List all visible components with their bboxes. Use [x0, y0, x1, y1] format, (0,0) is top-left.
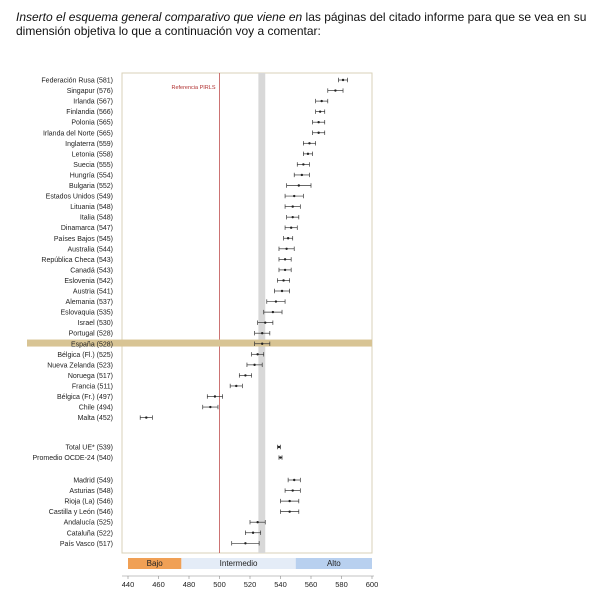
row-label: Total UE* (539): [65, 444, 113, 452]
mean-point: [319, 110, 321, 112]
mean-point: [317, 132, 319, 134]
row-label: Irlanda del Norte (565): [42, 130, 113, 138]
mean-point: [261, 332, 263, 334]
mean-point: [307, 153, 309, 155]
row-label: Finlandia (566): [66, 109, 113, 117]
row-label: Israel (530): [77, 320, 113, 328]
row-label: Alemania (537): [65, 299, 113, 307]
mean-point: [317, 121, 319, 123]
mean-point: [292, 205, 294, 207]
mean-point: [292, 489, 294, 491]
mean-point: [235, 385, 237, 387]
mean-point: [287, 237, 289, 239]
mean-point: [284, 258, 286, 260]
band-label-bajo: Bajo: [146, 559, 163, 568]
mean-point: [256, 353, 258, 355]
reference-label: Referencia PIRLS: [171, 85, 216, 91]
mean-point: [292, 216, 294, 218]
row-label: Eslovaquia (535): [60, 309, 113, 317]
intro-italic: Inserto el esquema general comparativo que viene en: [16, 10, 303, 24]
mean-point: [279, 456, 281, 458]
row-label: España (528): [70, 341, 113, 349]
row-label: Federación Rusa (581): [41, 77, 113, 85]
row-label: Portugal (528): [68, 330, 113, 338]
row-label: Polonia (565): [71, 119, 113, 127]
row-label: Países Bajos (545): [53, 235, 113, 243]
mean-point: [302, 163, 304, 165]
x-tick-label: 440: [121, 580, 135, 589]
row-label: Noruega (517): [67, 372, 113, 380]
row-label: País Vasco (517): [59, 540, 113, 548]
x-tick-label: 500: [213, 580, 226, 589]
mean-point: [293, 195, 295, 197]
x-tick-label: 540: [274, 580, 287, 589]
row-label: Hungría (554): [69, 172, 113, 180]
mean-point: [244, 374, 246, 376]
mean-point: [275, 300, 277, 302]
mean-point: [278, 446, 280, 448]
row-label: Irlanda (567): [73, 98, 113, 106]
mean-point: [282, 279, 284, 281]
row-label: Chile (494): [78, 404, 113, 412]
row-label: Dinamarca (547): [60, 225, 113, 233]
row-label: Francia (511): [71, 383, 113, 391]
mean-point: [290, 227, 292, 229]
mean-point: [298, 184, 300, 186]
intro-rest: las páginas del citado informe para que se vea en su dimensión objetiva lo que a continuación voy a comentar:: [16, 10, 587, 38]
row-label: Austria (541): [72, 288, 113, 296]
mean-point: [261, 343, 263, 345]
row-label: Madrid (549): [73, 477, 113, 485]
row-label: Italia (548): [79, 214, 113, 222]
mean-point: [256, 521, 258, 523]
mean-point: [272, 311, 274, 313]
plot-frame: [122, 73, 372, 553]
row-label: Bélgica (Fl.) (525): [57, 351, 113, 359]
row-label: Nueva Zelanda (523): [47, 362, 113, 370]
band-label-alto: Alto: [326, 559, 341, 568]
row-label: Promedio OCDE-24 (540): [32, 455, 113, 463]
mean-point: [320, 100, 322, 102]
mean-point: [281, 290, 283, 292]
mean-point: [209, 406, 211, 408]
mean-point: [308, 142, 310, 144]
row-label: Inglaterra (559): [65, 140, 113, 148]
x-tick-label: 560: [304, 580, 318, 589]
x-tick-label: 600: [365, 580, 379, 589]
mean-point: [293, 479, 295, 481]
row-label: Andalucía (525): [63, 519, 113, 527]
row-label: Castilla y León (546): [48, 509, 113, 517]
row-label: Lituania (548): [70, 204, 113, 212]
x-tick-label: 480: [182, 580, 196, 589]
mean-point: [264, 321, 266, 323]
mean-point: [284, 269, 286, 271]
row-label: Eslovenia (542): [64, 277, 113, 285]
mean-point: [244, 542, 246, 544]
mean-point: [285, 248, 287, 250]
x-tick-label: 580: [335, 580, 348, 589]
mean-point: [342, 79, 344, 81]
row-label: Letonia (558): [71, 151, 113, 159]
row-label: Australia (544): [67, 246, 113, 254]
row-label: Canadá (543): [70, 267, 113, 275]
row-label: Suecia (555): [73, 161, 113, 169]
row-label: Estados Unidos (549): [45, 193, 113, 201]
mean-point: [253, 364, 255, 366]
mean-point: [145, 416, 147, 418]
mean-point: [288, 500, 290, 502]
row-label: Cataluña (522): [66, 530, 113, 538]
row-label: Asturias (548): [69, 488, 113, 496]
x-tick-label: 520: [243, 580, 257, 589]
row-label: Rioja (La) (546): [64, 498, 113, 506]
row-label: Bulgaria (552): [69, 183, 113, 190]
row-label: Bélgica (Fr.) (497): [56, 394, 113, 401]
mean-point: [214, 395, 216, 397]
row-label: República Checa (543): [41, 256, 113, 264]
mean-point: [252, 532, 254, 534]
row-label: Singapur (576): [66, 88, 113, 96]
band-label-intermedio: Intermedio: [219, 559, 258, 568]
x-tick-label: 460: [152, 580, 165, 589]
row-label: Malta (452): [77, 415, 113, 423]
spain-ci-band: [258, 73, 265, 553]
mean-point: [301, 174, 303, 176]
mean-point: [334, 89, 336, 91]
mean-point: [288, 510, 290, 512]
